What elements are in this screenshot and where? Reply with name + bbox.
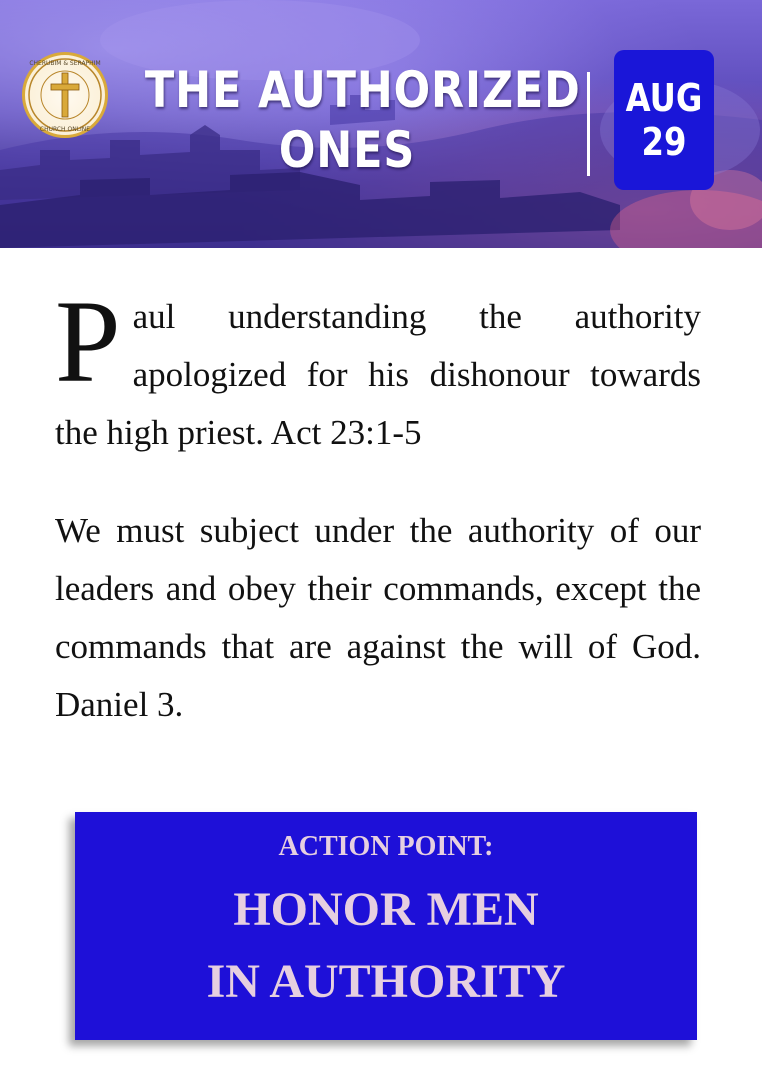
date-badge xyxy=(614,50,714,190)
title-line-2: ONES xyxy=(278,121,416,179)
title-divider xyxy=(587,72,590,176)
paragraph-1 xyxy=(55,276,701,462)
paragraph-1-text: aul understanding the authority apologized for his dishonour towards the high priest. Act 23:1-5 xyxy=(55,297,701,452)
header-banner xyxy=(0,0,762,248)
action-point-heading: ACTION POINT: xyxy=(278,831,494,862)
drop-cap: P xyxy=(55,276,121,407)
svg-text:CHURCH ONLINE: CHURCH ONLINE xyxy=(39,126,91,133)
paragraph-2: We must subject under the authority of our leaders and obey their commands, except the commands that are against the will of God. Daniel 3. xyxy=(55,511,701,724)
page-title xyxy=(144,60,581,180)
action-point-box xyxy=(75,812,697,1040)
devotional-body xyxy=(55,276,701,734)
title-line-1: THE AUTHORIZED xyxy=(144,61,581,119)
svg-text:CHERUBIM & SERAPHIM: CHERUBIM & SERAPHIM xyxy=(29,60,101,67)
date-day: 29 xyxy=(641,120,687,164)
date-month: AUG xyxy=(625,76,703,120)
action-point-line-1: HONOR MEN xyxy=(233,883,539,936)
church-logo xyxy=(22,52,108,138)
action-point-line-2: IN AUTHORITY xyxy=(206,955,566,1008)
